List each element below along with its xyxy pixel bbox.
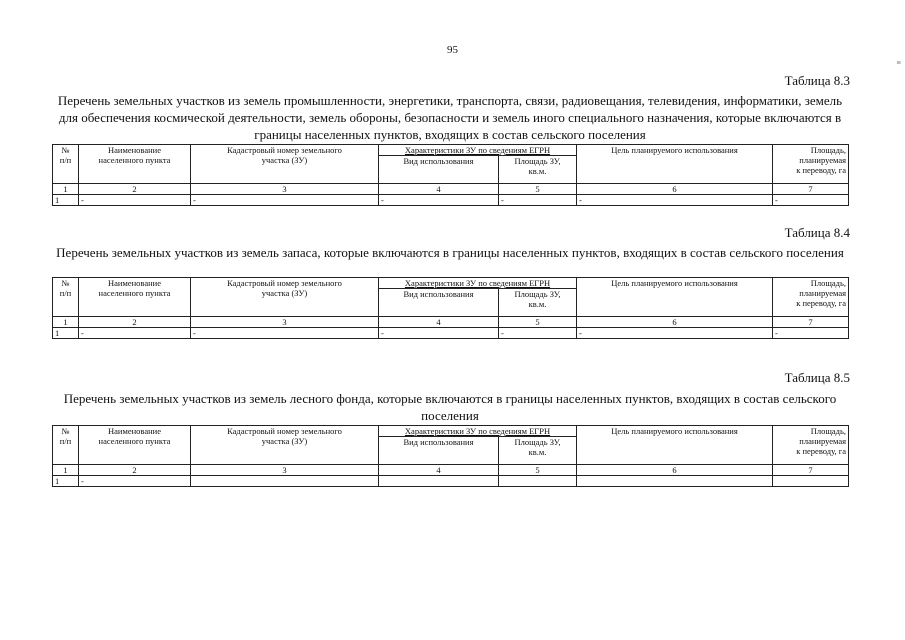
column-number: 5 (499, 184, 577, 195)
cell: - (577, 195, 773, 206)
col-header-area: Площадь ЗУ, кв.м. (499, 156, 577, 184)
col-header-cadastral: Кадастровый номер земельного участка (ЗУ) (191, 145, 379, 184)
column-number: 1 (53, 184, 79, 195)
table-8-4-label: Таблица 8.4 (784, 225, 850, 240)
table-header-row (53, 145, 849, 156)
table-header-row (53, 278, 849, 289)
cell: - (379, 195, 499, 206)
cell (191, 476, 379, 487)
table-row (53, 328, 849, 339)
table-8-5-title: Перечень земельных участков из земель лесного фонда, которые включаются в границы населенных пунктов, входящих в состав сельского поселения (63, 391, 837, 423)
col-header-settlement: Наименование населенного пункта (79, 278, 191, 317)
column-number-row (53, 317, 849, 328)
column-number-row (53, 184, 849, 195)
cell (773, 476, 849, 487)
col-header-use-type: Вид использования (379, 289, 499, 317)
col-header-settlement: Наименование населенного пункта (79, 145, 191, 184)
column-number: 3 (191, 184, 379, 195)
page-number: 95 (447, 44, 458, 56)
column-number: 6 (577, 465, 773, 476)
column-number: 7 (773, 184, 849, 195)
cell: 1 (53, 195, 79, 206)
col-header-purpose: Цель планируемого использования (577, 145, 773, 184)
cell: - (773, 195, 849, 206)
table-8-3-title: Перечень земельных участков из земель промышленности, энергетики, транспорта, связи, радиовещания, телевидения, информатики, земель для обеспечения космической деятельности, земель обороны, безопасности и земель иного специального назначения, которые включаются в границы населенных пунктов, входящих в состав сельского поселения (57, 93, 843, 142)
col-header-settlement: Наименование населенного пункта (79, 426, 191, 465)
column-number: 2 (79, 184, 191, 195)
col-header-transfer-area: Площадь, планируемая к переводу, га (773, 278, 849, 317)
column-number: 6 (577, 317, 773, 328)
table-row (53, 195, 849, 206)
col-header-no: № п/п (53, 145, 79, 184)
column-number: 4 (379, 317, 499, 328)
column-number: 2 (79, 465, 191, 476)
cell (379, 476, 499, 487)
column-number: 4 (379, 465, 499, 476)
column-number: 3 (191, 317, 379, 328)
cell: - (79, 195, 191, 206)
cell: 1 (53, 476, 79, 487)
column-number: 7 (773, 465, 849, 476)
column-number: 5 (499, 317, 577, 328)
col-header-no: № п/п (53, 426, 79, 465)
col-header-purpose: Цель планируемого использования (577, 278, 773, 317)
column-number: 4 (379, 184, 499, 195)
column-number: 3 (191, 465, 379, 476)
margin-mark: ≡ (896, 58, 901, 67)
col-header-use-type: Вид использования (379, 437, 499, 465)
col-header-transfer-area: Площадь, планируемая к переводу, га (773, 145, 849, 184)
table-8-4 (52, 277, 849, 339)
column-number-row (53, 465, 849, 476)
table-8-3-label: Таблица 8.3 (784, 73, 850, 88)
table-8-3 (52, 144, 849, 206)
column-number: 1 (53, 317, 79, 328)
cell: - (191, 195, 379, 206)
cell: - (499, 328, 577, 339)
cell: - (379, 328, 499, 339)
table-row (53, 476, 849, 487)
table-header-row (53, 426, 849, 437)
cell: - (191, 328, 379, 339)
col-header-cadastral: Кадастровый номер земельного участка (ЗУ) (191, 278, 379, 317)
table-8-4-title: Перечень земельных участков из земель запаса, которые включаются в границы населенных пунктов, входящих в состав сельского поселения (56, 245, 844, 260)
col-header-cadastral: Кадастровый номер земельного участка (ЗУ) (191, 426, 379, 465)
col-header-use-type: Вид использования (379, 156, 499, 184)
cell: - (79, 328, 191, 339)
column-number: 1 (53, 465, 79, 476)
col-header-egrn: Характеристики ЗУ по сведениям ЕГРН (379, 278, 577, 289)
cell: - (577, 328, 773, 339)
table-8-5-label: Таблица 8.5 (784, 370, 850, 385)
col-header-egrn: Характеристики ЗУ по сведениям ЕГРН (379, 426, 577, 437)
cell: - (499, 195, 577, 206)
cell (499, 476, 577, 487)
cell: 1 (53, 328, 79, 339)
col-header-egrn: Характеристики ЗУ по сведениям ЕГРН (379, 145, 577, 156)
column-number: 7 (773, 317, 849, 328)
cell: - (773, 328, 849, 339)
col-header-area: Площадь ЗУ, кв.м. (499, 289, 577, 317)
column-number: 6 (577, 184, 773, 195)
col-header-area: Площадь ЗУ, кв.м. (499, 437, 577, 465)
col-header-no: № п/п (53, 278, 79, 317)
cell (577, 476, 773, 487)
cell: - (79, 476, 191, 487)
col-header-transfer-area: Площадь, планируемая к переводу, га (773, 426, 849, 465)
column-number: 2 (79, 317, 191, 328)
table-8-5 (52, 425, 849, 487)
column-number: 5 (499, 465, 577, 476)
col-header-purpose: Цель планируемого использования (577, 426, 773, 465)
